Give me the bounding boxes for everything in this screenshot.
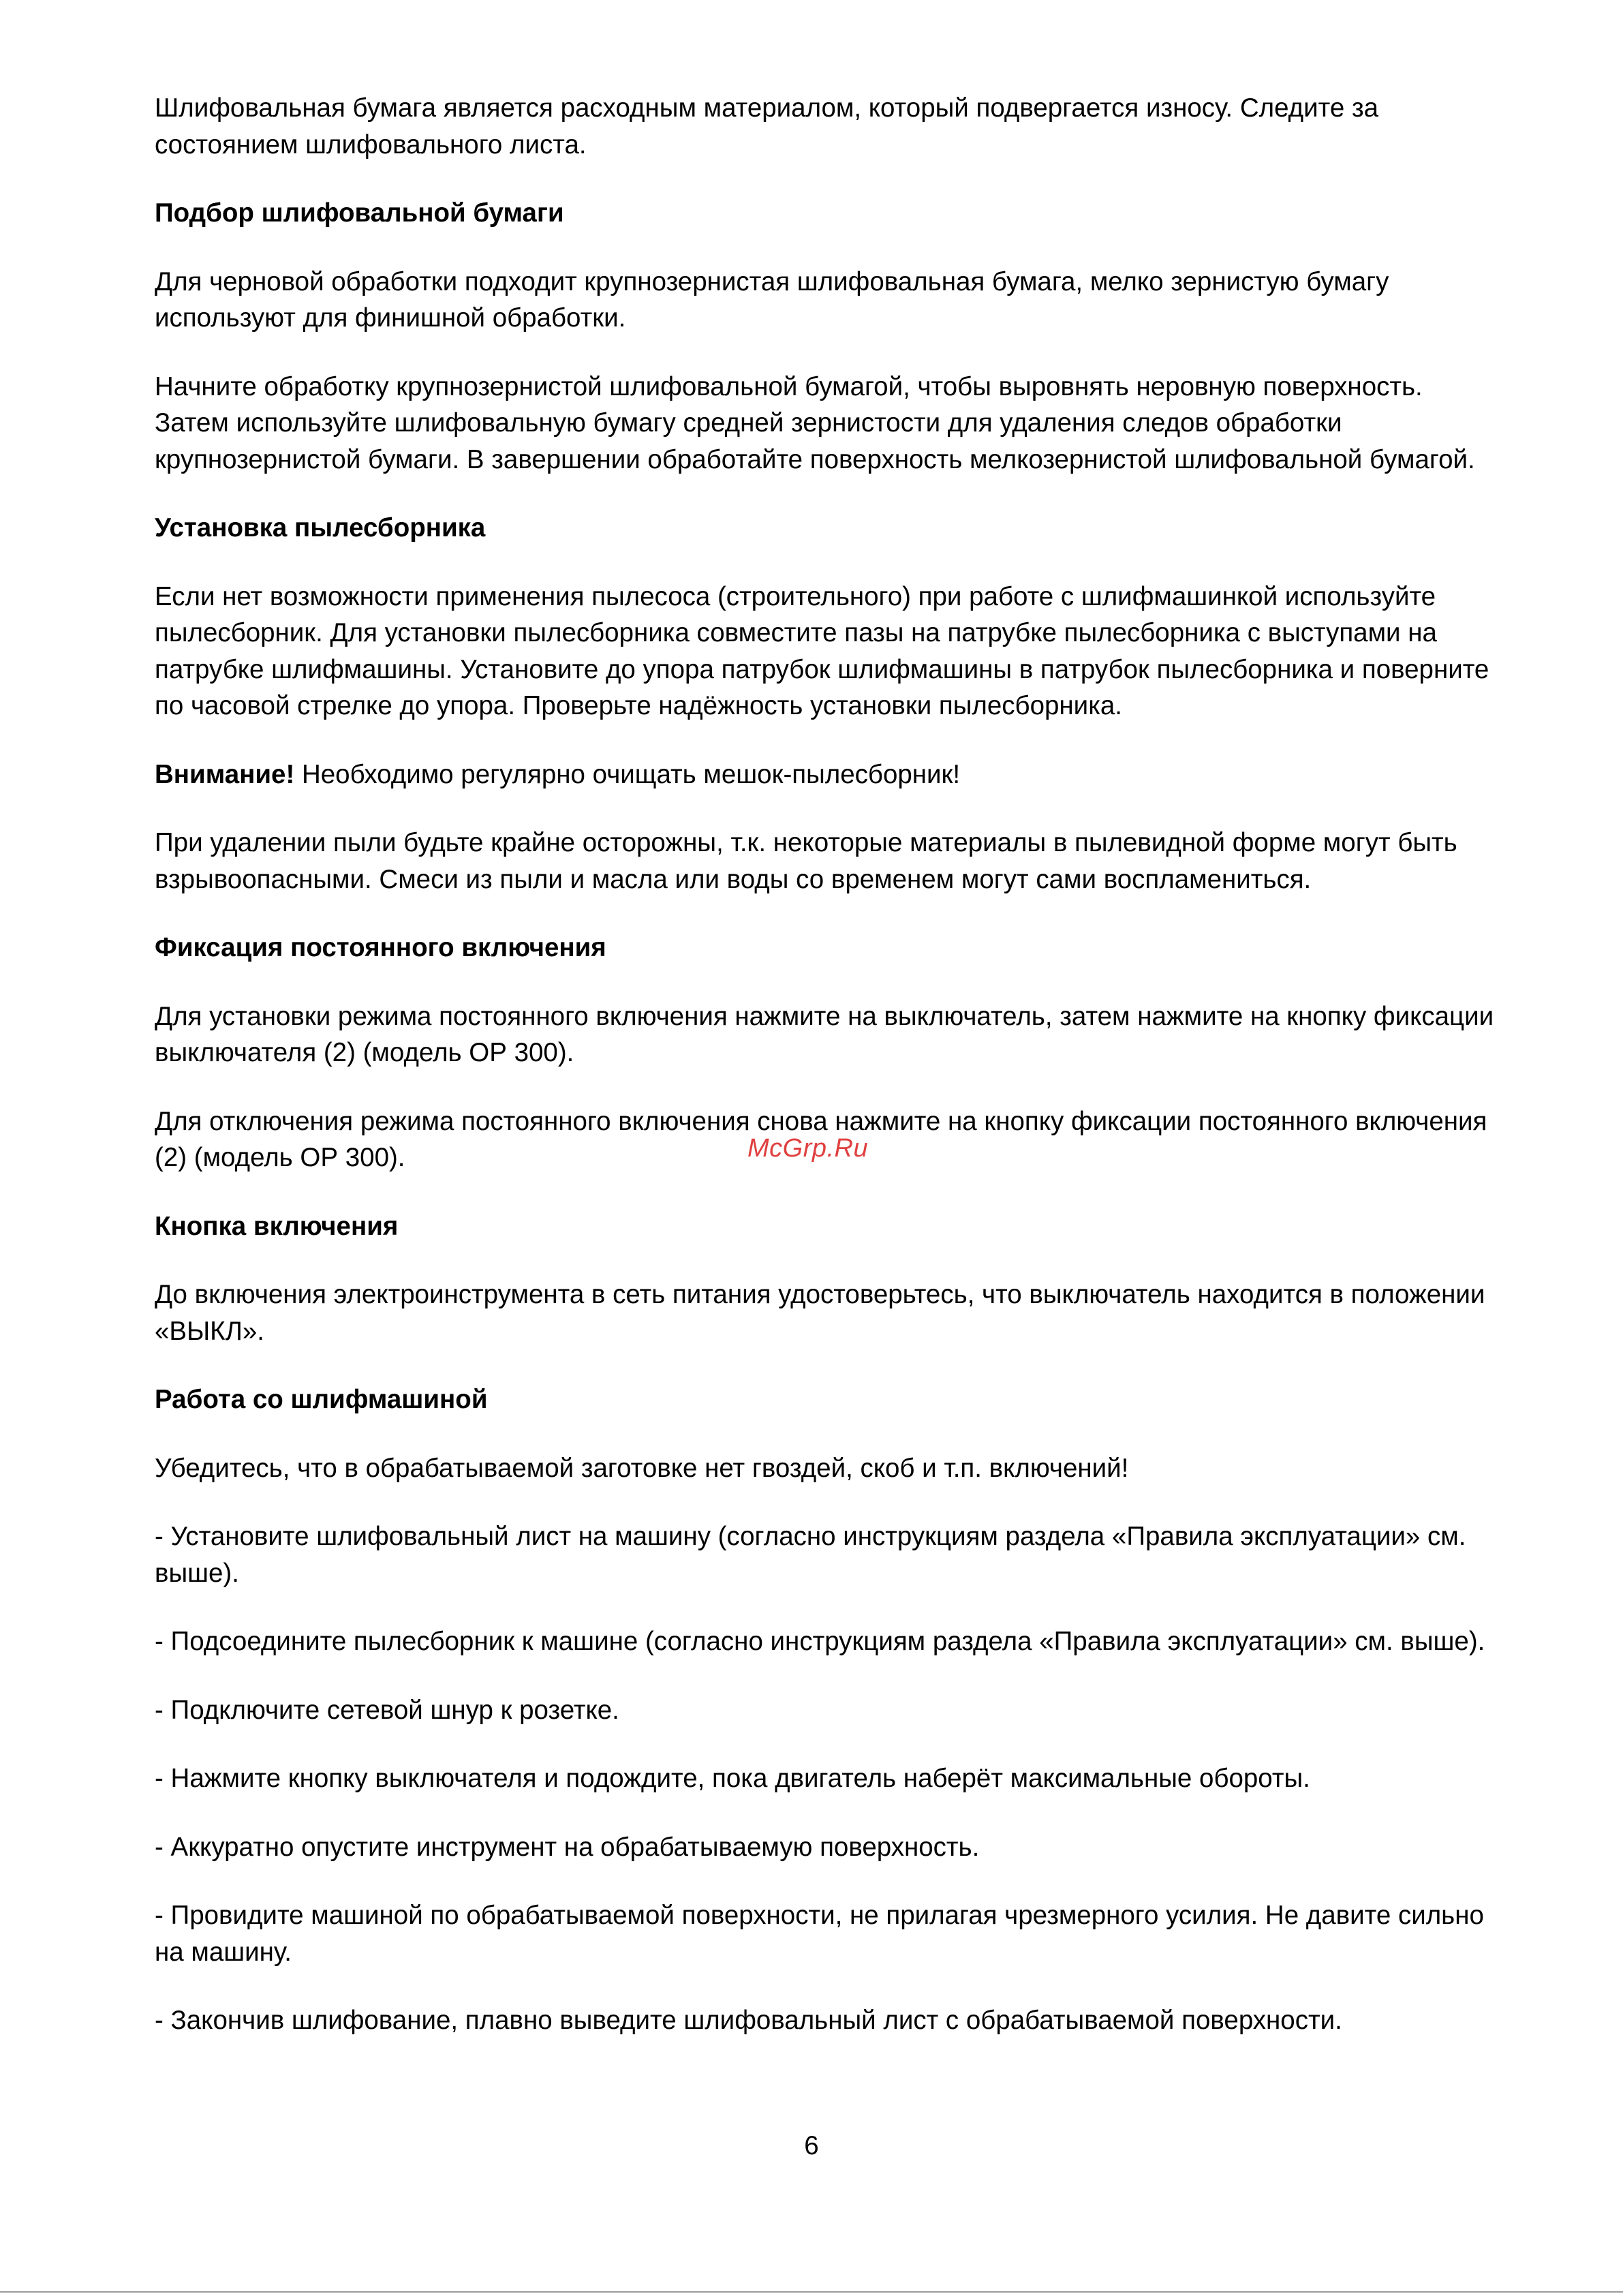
- list-item-move-tool: - Провидите машиной по обрабатываемой поверхности, не прилагая чрезмерного усилия. Не давите сильно на машину.: [155, 1901, 1484, 1967]
- list-item-connect-collector: - Подсоедините пылесборник к машине (согласно инструкциям раздела «Правила эксплуатации» см. выше).: [155, 1627, 1485, 1656]
- page-bottom-divider: [0, 2291, 1623, 2293]
- paragraph-dust-removal-safety: При удалении пыли будьте крайне осторожны, т.к. некоторые материалы в пылевидной форме могут быть взрывоопасными. Смеси из пыли и масла или воды со временем могут сами воспламениться.: [155, 828, 1457, 894]
- paragraph-continuous-mode-disable: Для отключения режима постоянного включения снова нажмите на кнопку фиксации постоянного включения (2) (модель ОР 300).: [155, 1106, 1487, 1172]
- document-body: [155, 90, 1504, 2071]
- heading-dust-collector-installation: Установка пылесборника: [155, 513, 486, 542]
- heading-power-button: Кнопка включения: [155, 1211, 399, 1241]
- watermark-text: McGrp.Ru: [747, 1134, 869, 1163]
- paragraph-workpiece-check: Убедитесь, что в обрабатываемой заготовке нет гвоздей, скоб и т.п. включений!: [155, 1453, 1129, 1483]
- paragraph-continuous-mode-enable: Для установки режима постоянного включения нажмите на выключатель, затем нажмите на кнопку фиксации выключателя (2) (модель ОР 300).: [155, 1001, 1494, 1067]
- list-item-finish-sanding: - Закончив шлифование, плавно выведите шлифовальный лист с обрабатываемой поверхности.: [155, 2006, 1342, 2035]
- attention-label: Внимание!: [155, 759, 295, 789]
- paragraph-grit-sequence: Начните обработку крупнозернистой шлифовальной бумагой, чтобы выровнять неровную поверхность. Затем используйте шлифовальную бумагу средней зернистости для удаления следов обработки крупнозернистой бумаги. В завершении обработайте поверхность мелкозернистой шлифовальной бумагой.: [155, 371, 1475, 474]
- list-item-lower-tool: - Аккуратно опустите инструмент на обрабатываемую поверхность.: [155, 1832, 980, 1862]
- paragraph-sandpaper-wear: Шлифовальная бумага является расходным материалом, который подвергается износу. Следите за состоянием шлифовального листа.: [155, 93, 1379, 159]
- heading-sander-operation: Работа со шлифмашиной: [155, 1385, 488, 1414]
- paragraph-dust-collector-steps: Если нет возможности применения пылесоса (строительного) при работе с шлифмашинкой используйте пылесборник. Для установки пылесборника совместите пазы на патрубке пылесборника с выступами на патрубке шлифмашины. Установите до упора патрубок шлифмашины в патрубок пылесборника и поверните по часовой стрелке до упора. Проверьте надёжность установки пылесборника.: [155, 581, 1489, 720]
- list-item-install-sheet: - Установите шлифовальный лист на машину (согласно инструкциям раздела «Правила эксплуатации» см. выше).: [155, 1522, 1466, 1588]
- heading-continuous-mode-lock: Фиксация постоянного включения: [155, 933, 606, 962]
- paragraph-grit-usage: Для черновой обработки подходит крупнозернистая шлифовальная бумага, мелко зернистую бумагу используют для финишной обработки.: [155, 266, 1389, 333]
- heading-sandpaper-selection: Подбор шлифовальной бумаги: [155, 198, 564, 228]
- page-number: 6: [804, 2131, 819, 2160]
- attention-text: Необходимо регулярно очищать мешок-пылесборник!: [294, 759, 961, 789]
- list-item-plug-in: - Подключите сетевой шнур к розетке.: [155, 1695, 619, 1725]
- list-item-press-switch: - Нажмите кнопку выключателя и подождите, пока двигатель наберёт максимальные обороты.: [155, 1764, 1310, 1793]
- paragraph-power-button-check: До включения электроинструмента в сеть питания удостоверьтесь, что выключатель находится в положении «ВЫКЛ».: [155, 1280, 1485, 1346]
- paragraph-attention-warning: [155, 756, 1504, 793]
